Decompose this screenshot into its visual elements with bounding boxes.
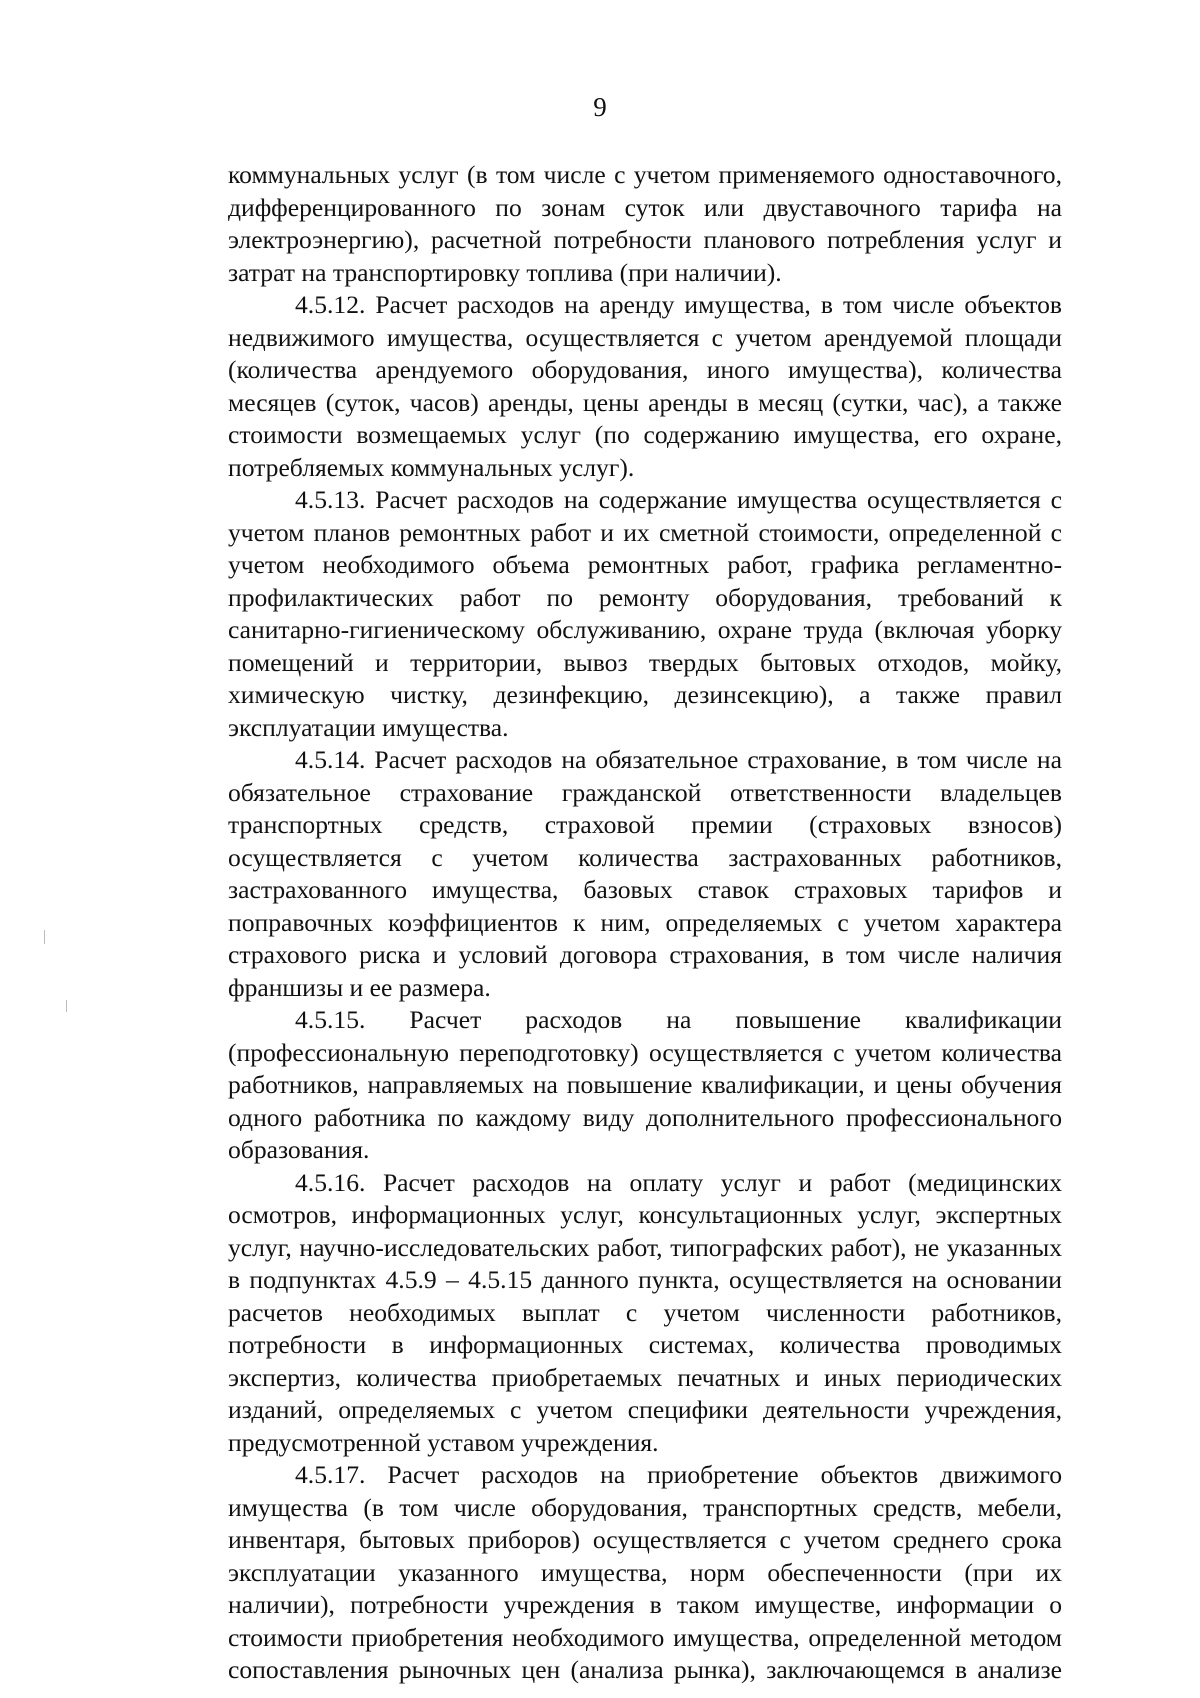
document-body	[228, 159, 1062, 1687]
scan-artifact-mark	[66, 1000, 67, 1012]
paragraph-4-5-15: 4.5.15. Расчет расходов на повышение квалификации (профессиональную переподготовку) осуществляется с учетом количества работников, направляемых на повышение квалификации, и цены обучения одного работника по каждому виду дополнительного профессионального образования.	[228, 1005, 1062, 1164]
paragraph-4-5-12: 4.5.12. Расчет расходов на аренду имущества, в том числе объектов недвижимого имущества, осуществляется с учетом арендуемой площади (количества арендуемого оборудования, иного имущества), количества месяцев (суток, часов) аренды, цены аренды в месяц (сутки, час), а также стоимости возмещаемых услуг (по содержанию имущества, его охране, потребляемых коммунальных услуг).	[228, 290, 1062, 482]
paragraph-4-5-13: 4.5.13. Расчет расходов на содержание имущества осуществляется с учетом планов ремонтных работ и их сметной стоимости, определенной с учетом необходимого объема ремонтных работ, графика регламентно-профилактических работ по ремонту оборудования, требований к санитарно-гигиеническому обслуживанию, охране труда (включая уборку помещений и территории, вывоз твердых бытовых отходов, мойку, химическую чистку, дезинфекцию, дезинсекцию), а также правил эксплуатации имущества.	[228, 485, 1062, 742]
paragraph-4-5-16: 4.5.16. Расчет расходов на оплату услуг и работ (медицинских осмотров, информационных услуг, консультационных услуг, экспертных услуг, научно-исследовательских работ, типографских работ), не указанных в подпунктах 4.5.9 – 4.5.15 данного пункта, осуществляется на основании расчетов необходимых выплат с учетом численности работников, потребности в информационных системах, количества проводимых экспертиз, количества приобретаемых печатных и иных периодических изданий, определяемых с учетом специфики деятельности учреждения, предусмотренной уставом учреждения.	[228, 1167, 1062, 1457]
page-number: 9	[593, 92, 607, 122]
scan-artifact-mark	[44, 930, 45, 944]
paragraph-4-5-14: 4.5.14. Расчет расходов на обязательное страхование, в том числе на обязательное страхование гражданской ответственности владельцев транспортных средств, страховой премии (страховых взносов) осуществляется с учетом количества застрахованных работников, застрахованного имущества, базовых ставок страховых тарифов и поправочных коэффициентов к ним, определяемых с учетом характера страхового риска и условий договора страхования, в том числе наличия франшизы и ее размера.	[228, 745, 1062, 1002]
paragraph-4-5-17: 4.5.17. Расчет расходов на приобретение объектов движимого имущества (в том числе оборудования, транспортных средств, мебели, инвентаря, бытовых приборов) осуществляется с учетом среднего срока эксплуатации указанного имущества, норм обеспеченности (при их наличии), потребности учреждения в таком имуществе, информации о стоимости приобретения необходимого имущества, определенной методом сопоставления рыночных цен (анализа рынка), заключающемся в анализе	[228, 1460, 1062, 1684]
paragraph-continuation: коммунальных услуг (в том числе с учетом применяемого одноставочного, дифференцированного по зонам суток или двуставочного тарифа на электроэнергию), расчетной потребности планового потребления услуг и затрат на транспортировку топлива (при наличии).	[228, 160, 1062, 287]
